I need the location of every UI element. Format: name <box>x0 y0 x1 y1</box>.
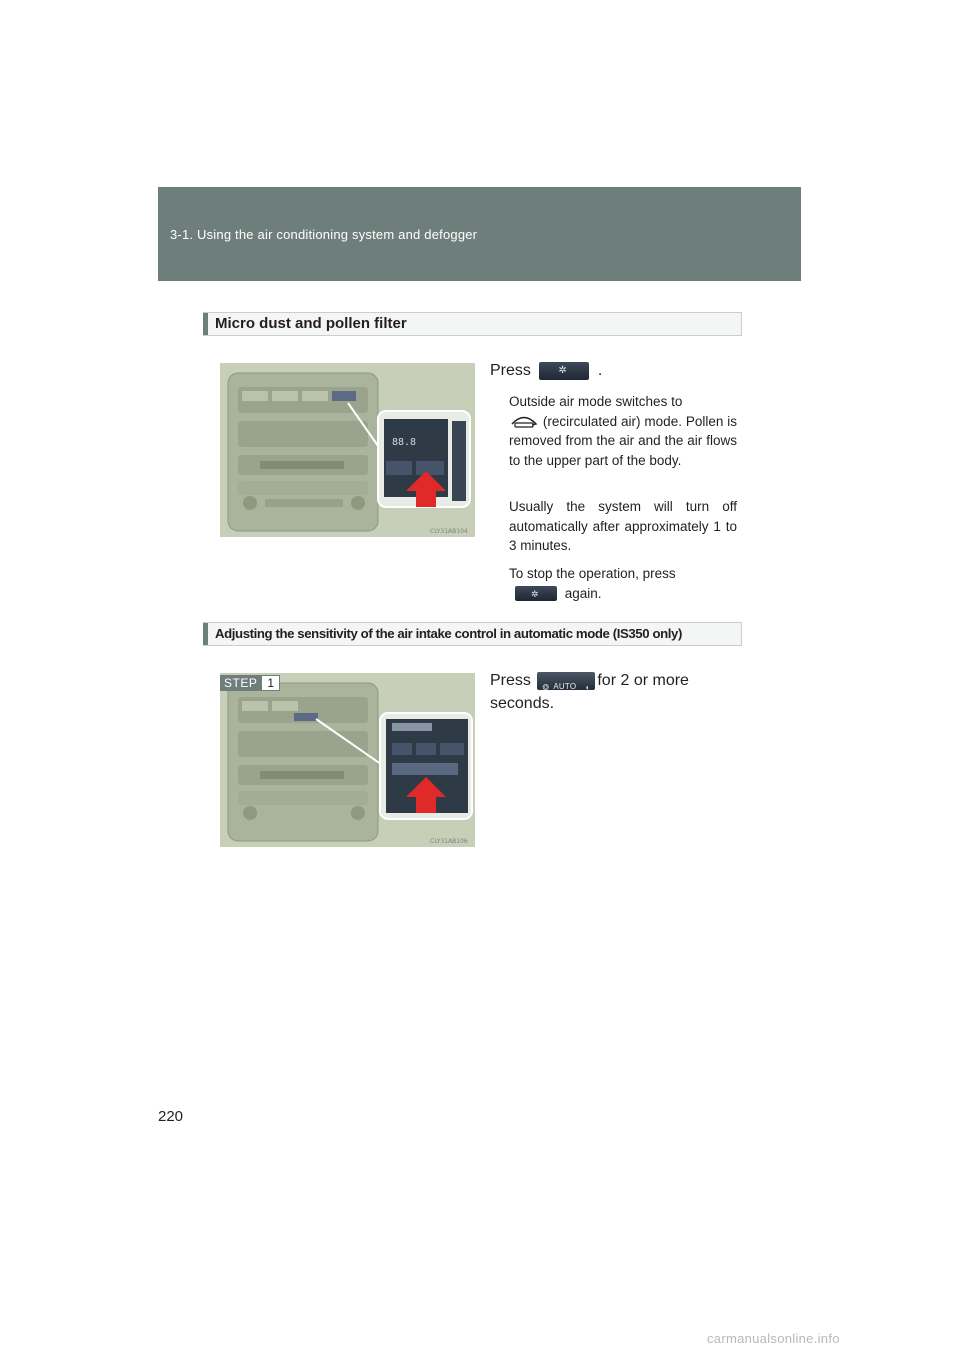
press-label-2: Press <box>490 672 531 689</box>
watermark: carmanualsonline.info <box>707 1331 840 1346</box>
note1-part2: (recirculated air) mode. Pollen is removed from the air and the air flows to the upper part of the body. <box>509 413 737 468</box>
instruction-press <box>490 359 602 382</box>
recirculated-air-icon <box>509 414 539 428</box>
section-title-bar <box>203 312 742 336</box>
auto-button-text: AUTO <box>553 681 577 691</box>
step-badge <box>220 675 280 691</box>
auto-button-icon: ❂ AUTO ◐ <box>537 672 595 690</box>
press-end: . <box>597 362 603 379</box>
section-title: Micro dust and pollen filter <box>215 315 407 332</box>
svg-text:CLY31AB104: CLY31AB104 <box>430 528 468 535</box>
title-accent-2 <box>203 623 208 645</box>
header-bar <box>158 187 801 281</box>
press-label: Press <box>490 362 531 379</box>
section-breadcrumb: 3-1. Using the air conditioning system and defogger <box>170 227 478 242</box>
note2-text: Usually the system will turn off automatically after approximately 1 to 3 minutes. <box>509 499 737 553</box>
note-stop <box>509 564 737 603</box>
pollen-filter-button-icon-small: ✲ <box>515 586 557 601</box>
pollen-filter-button-icon: ✲ <box>539 362 589 380</box>
step-label: STEP <box>220 675 261 691</box>
note-auto-off <box>509 497 737 556</box>
page-number: 220 <box>158 1108 184 1125</box>
section-title-2: Adjusting the sensitivity of the air intake control in automatic mode (IS350 only) <box>215 626 682 641</box>
step-number: 1 <box>261 675 280 691</box>
title-accent <box>203 313 208 335</box>
climate-panel-illustration-2 <box>220 673 475 847</box>
climate-panel-illustration <box>220 363 475 537</box>
svg-text:88.8: 88.8 <box>392 437 417 448</box>
section-title-bar-2 <box>203 622 742 646</box>
note3-part1: To stop the operation, press <box>509 566 676 581</box>
note3-part2: again. <box>564 585 602 601</box>
instruction-press-auto <box>490 669 740 715</box>
note-outside-air <box>509 392 737 470</box>
press-rest: for 2 or more seconds. <box>490 672 689 712</box>
svg-text:CLY31AB106: CLY31AB106 <box>430 838 468 845</box>
note1-part1: Outside air mode switches to <box>509 394 683 409</box>
